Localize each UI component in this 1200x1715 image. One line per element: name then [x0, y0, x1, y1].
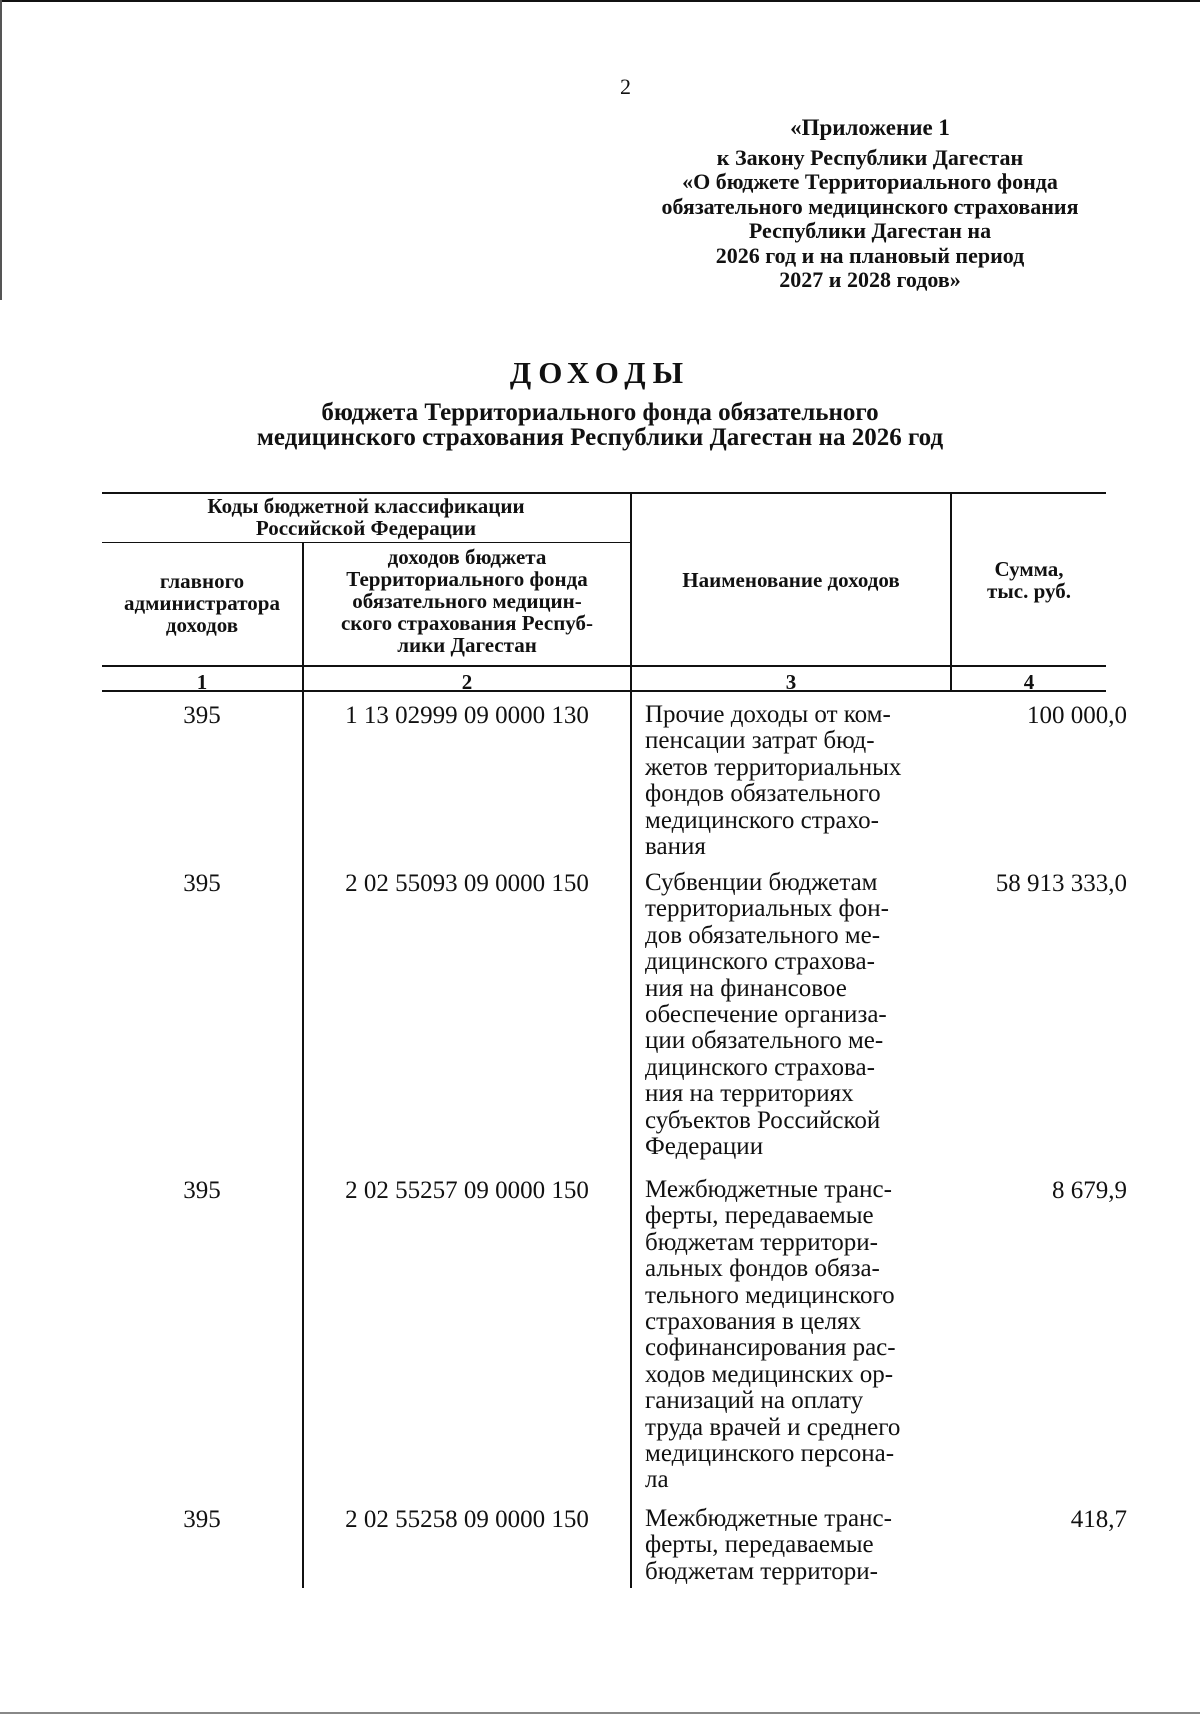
- budget-code-cell: 2 02 55258 09 0000 150: [345, 1506, 589, 1533]
- name-line: медицинского страхо-: [645, 806, 879, 834]
- name-line: пенсации затрат бюд-: [645, 727, 875, 755]
- income-name-cell: [645, 1506, 945, 1585]
- header-text: Российской Федерации: [255, 516, 477, 540]
- header-text: доходов: [165, 613, 239, 637]
- name-line: ферты, передаваемые: [645, 1531, 874, 1559]
- appendix-line: 2026 год и на плановый период: [715, 242, 1025, 268]
- name-line: Прочие доходы от ком-: [645, 701, 891, 728]
- name-line: ла: [645, 1466, 669, 1494]
- header-text: Сумма,: [994, 557, 1064, 581]
- admin-code-cell: 395: [183, 870, 221, 897]
- name-line: дицинского страхова-: [645, 948, 875, 976]
- name-line: ферты, передаваемые: [645, 1202, 874, 1230]
- scan-border-top: [0, 0, 1200, 2]
- header-col2: [304, 546, 630, 656]
- document-subtitle: [200, 400, 1000, 450]
- header-col3: Наименование доходов: [682, 568, 900, 592]
- appendix-line: обязательного медицинского страхования: [661, 193, 1079, 219]
- appendix-line: к Закону Республики Дагестан: [716, 144, 1024, 170]
- appendix-line: Республики Дагестан на: [748, 218, 992, 243]
- income-name-cell: [645, 1177, 945, 1494]
- name-line: Субвенции бюджетам: [645, 869, 878, 896]
- name-line: ходов медицинских ор-: [645, 1360, 894, 1388]
- scan-border-left: [0, 0, 2, 300]
- column-number: 1: [196, 670, 208, 694]
- appendix-title: «Приложение 1: [790, 115, 950, 140]
- appendix-line: «О бюджете Территориального фонда: [682, 169, 1058, 194]
- income-name-cell: [645, 702, 945, 860]
- column-divider: [302, 692, 304, 1588]
- income-name-cell: [645, 870, 945, 1160]
- column-number: 2: [461, 670, 473, 694]
- header-text: администратора: [124, 591, 280, 615]
- admin-code-cell: 395: [183, 702, 221, 729]
- name-line: страхования в целях: [645, 1308, 862, 1336]
- budget-code-cell: 1 13 02999 09 0000 130: [345, 702, 589, 729]
- admin-code-cell: 395: [183, 1177, 221, 1204]
- name-line: ганизаций на оплату: [645, 1387, 864, 1415]
- name-line: альных фондов обяза-: [645, 1255, 880, 1283]
- name-line: обеспечение организа-: [645, 1001, 887, 1029]
- name-line: Межбюджетные транс-: [645, 1505, 892, 1532]
- name-line: фондов обязательного: [645, 780, 881, 808]
- name-line: софинансирования рас-: [645, 1334, 896, 1362]
- header-text: ского страхования Респуб-: [340, 611, 594, 635]
- name-line: вания: [645, 833, 706, 861]
- name-line: ния на территориях: [645, 1080, 854, 1108]
- scan-border-bottom: [0, 1712, 1200, 1714]
- amount-cell: 418,7: [1070, 1506, 1127, 1533]
- header-col1: [102, 570, 302, 636]
- budget-code-cell: 2 02 55093 09 0000 150: [345, 870, 589, 897]
- header-text: обязательного медицин-: [352, 589, 582, 613]
- header-text: главного: [159, 569, 245, 593]
- header-text: доходов бюджета: [387, 545, 547, 569]
- header-text: Коды бюджетной классификации: [207, 494, 525, 518]
- budget-code-cell: 2 02 55257 09 0000 150: [345, 1177, 589, 1204]
- header-text: Территориального фонда: [346, 567, 588, 591]
- header-bottom-border: [102, 665, 1106, 667]
- admin-code-cell: 395: [183, 1506, 221, 1533]
- header-text: тыс. руб.: [987, 579, 1071, 603]
- appendix-block: [620, 116, 1120, 293]
- name-line: ния на финансовое: [645, 974, 847, 1002]
- header-group-cell: [102, 495, 630, 539]
- subtitle-line: бюджета Территориального фонда обязательного: [321, 399, 879, 426]
- name-line: Федерации: [645, 1133, 764, 1161]
- name-line: Межбюджетные транс-: [645, 1176, 892, 1203]
- column-number: 4: [1023, 670, 1035, 694]
- appendix-line: 2027 и 2028 годов»: [779, 267, 961, 292]
- name-line: территориальных фон-: [645, 895, 889, 923]
- column-divider: [630, 492, 632, 1588]
- subtitle-line: медицинского страхования Республики Дагестан на 2026 год: [256, 424, 944, 451]
- header-col4: [952, 558, 1106, 602]
- amount-cell: 100 000,0: [1027, 702, 1127, 729]
- name-line: субъектов Российской: [645, 1106, 881, 1134]
- name-line: тельного медицинского: [645, 1281, 895, 1309]
- header-text: лики Дагестан: [397, 633, 537, 657]
- name-line: ции обязательного ме-: [645, 1027, 884, 1055]
- name-line: дицинского страхова-: [645, 1053, 875, 1081]
- column-number: 3: [785, 670, 797, 694]
- document-title: ДОХОДЫ: [509, 355, 691, 390]
- page-number: 2: [620, 74, 631, 99]
- name-line: дов обязательного ме-: [645, 921, 881, 949]
- amount-cell: 58 913 333,0: [995, 870, 1127, 897]
- name-line: бюджетам территори-: [645, 1557, 878, 1585]
- header-group-divider: [102, 542, 630, 543]
- amount-cell: 8 679,9: [1052, 1177, 1127, 1204]
- name-line: медицинского персона-: [645, 1440, 895, 1468]
- name-line: жетов территориальных: [645, 753, 902, 781]
- name-line: труда врачей и среднего: [645, 1413, 901, 1441]
- name-line: бюджетам территори-: [645, 1228, 878, 1256]
